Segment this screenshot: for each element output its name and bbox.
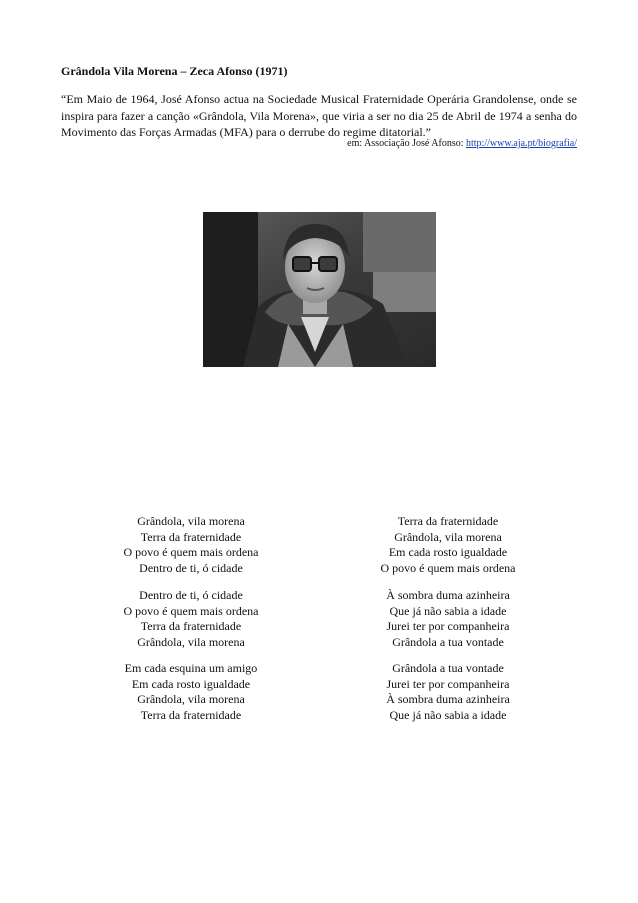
source-link[interactable]: http://www.aja.pt/biografia/ bbox=[466, 138, 577, 149]
lyric-line: Terra da fraternidade bbox=[140, 619, 242, 633]
lyric-line: À sombra duma azinheira bbox=[386, 692, 510, 706]
lyric-line: Em cada esquina um amigo bbox=[124, 661, 258, 675]
lyric-line: Terra da fraternidade bbox=[140, 529, 242, 544]
lyric-line: Grândola, vila morena bbox=[394, 529, 502, 544]
lyric-line: O povo é quem mais ordena bbox=[380, 560, 516, 575]
lyric-line: Que já não sabia a idade bbox=[389, 603, 507, 618]
lyric-line: Jurei ter por companheira bbox=[386, 676, 510, 691]
lyrics-left-stanza-2 bbox=[81, 588, 301, 650]
lyric-line: Em cada rosto igualdade bbox=[131, 676, 251, 691]
lyric-line: Grândola, vila morena bbox=[137, 514, 245, 528]
lyrics-right-stanza-2 bbox=[338, 588, 558, 650]
lyrics-left-stanza-3 bbox=[81, 661, 301, 723]
lyric-line: Terra da fraternidade bbox=[397, 514, 499, 528]
lyric-line: Dentro de ti, ó cidade bbox=[139, 560, 243, 575]
lyric-line: O povo é quem mais ordena bbox=[123, 603, 259, 618]
lyric-line: Em cada rosto igualdade bbox=[388, 545, 508, 559]
lyric-line: À sombra duma azinheira bbox=[386, 588, 510, 602]
lyric-line: O povo é quem mais ordena bbox=[123, 545, 259, 559]
source-citation bbox=[347, 138, 577, 149]
lyric-line: Grândola a tua vontade bbox=[392, 634, 504, 649]
lyric-line: Grândola a tua vontade bbox=[392, 661, 504, 675]
lyric-line: Jurei ter por companheira bbox=[386, 619, 510, 633]
source-prefix: em: Associação José Afonso: bbox=[347, 138, 466, 149]
lyrics-right-stanza-3 bbox=[338, 661, 558, 723]
lyric-line: Terra da fraternidade bbox=[140, 707, 242, 722]
portrait-photo bbox=[203, 212, 436, 367]
lyrics-right-stanza-1 bbox=[338, 514, 558, 576]
lyric-line: Dentro de ti, ó cidade bbox=[139, 588, 243, 602]
lyric-line: Grândola, vila morena bbox=[137, 692, 245, 706]
lyrics-left-stanza-1 bbox=[81, 514, 301, 576]
lyric-line: Grândola, vila morena bbox=[137, 634, 245, 649]
lyric-line: Que já não sabia a idade bbox=[389, 707, 507, 722]
intro-quote: “Em Maio de 1964, José Afonso actua na Sociedade Musical Fraternidade Operária Grandolense, onde se inspira para fazer a canção «Grândola, Vila Morena», que viria a ser no dia 25 de Abril de 1974 a senha do Movimento das Forças Armadas (MFA) para o derrube do regime ditatorial.” bbox=[61, 92, 577, 139]
document-title: Grândola Vila Morena – Zeca Afonso (1971) bbox=[61, 64, 288, 78]
